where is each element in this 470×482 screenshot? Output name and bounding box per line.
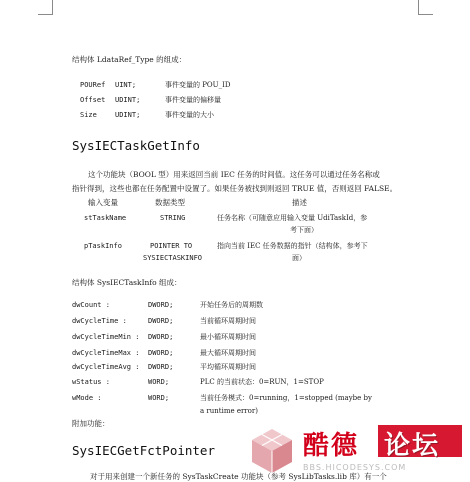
ldata-field-name: Size [80,111,97,119]
table-cell-type: STRING [160,214,186,222]
struct-heading: 结构体 SysIECTaskInfo 组成： [72,278,182,287]
struct-field-desc: PLC 的当前状态：0=RUN，1=STOP [200,378,324,386]
table-cell-desc: 指向当前 IEC 任务数据的指针（结构体，参考下 [217,242,368,250]
ldata-field-type: UDINT; [115,111,141,119]
section-title: SysIECTaskGetInfo [72,138,200,153]
table-cell-var: stTaskName [84,214,127,222]
watermark-forum-box [378,425,462,461]
ldata-field-desc: 事件变量的 POU_ID [165,81,231,89]
struct-field-type: WORD; [148,394,170,402]
struct-field-name: dwCycleTime : [72,317,127,325]
table-cell-type: POINTER TO [150,242,193,250]
watermark-forum: 论坛 [384,431,441,461]
table-header-var: 输入变量 [88,198,118,207]
struct-field-desc: 当前任务模式：0=running，1=stopped (maybe by [200,394,372,402]
struct-field-desc: 平均循环周期时间 [200,363,256,371]
paragraph-line: 这个功能块（BOOL 型）用来返回当前 IEC 任务的时间值。这任务可以通过任务名称或 [88,170,380,179]
struct-field-name: dwCount : [72,301,110,309]
struct-field-type: WORD; [148,378,170,386]
struct-field-name: dwCycleTimeMin : [72,333,140,341]
struct-field-desc: 当前循环周期时间 [200,317,256,325]
struct-field-name: wMode : [72,394,102,402]
struct-field-type: DWORD; [148,349,174,357]
table-header-type: 数据类型 [155,198,185,207]
struct-field-desc-cont: a runtime error) [200,407,258,415]
ldata-struct-heading: 结构体 LdataRef_Type 的组成： [72,55,187,64]
ldata-field-desc: 事件变量的偏移量 [165,96,221,104]
struct-field-name: wStatus : [72,378,110,386]
table-cell-desc: 任务名称（可随意应用输入变量 UdiTaskId，参 [217,214,368,222]
crop-mark-top-left [38,0,53,15]
paragraph-line-partial: 对于用来创建一个新任务的 SysTaskCreate 功能块（参考 SysLibTasks.lib 库）有一个 [90,472,387,481]
struct-field-name: dwCycleTimeMax : [72,349,140,357]
ldata-field-name: Offset [80,96,106,104]
struct-field-type: DWORD; [148,301,174,309]
struct-field-name: dwCycleTimeAvg : [72,363,140,371]
ldata-field-type: UDINT; [115,96,141,104]
struct-field-desc: 最小循环周期时间 [200,333,256,341]
crop-mark-top-right [418,0,433,15]
ldata-field-type: UINT; [115,81,137,89]
table-cell-desc-cont: 考下面） [290,226,318,234]
forum-watermark [248,425,470,480]
table-cell-type-cont: SYSIECTASKINFO [143,254,203,262]
paragraph-line: 指针得到，这些也都在任务配置中设置了。如果任务被找到则返回 TRUE 值，否则返回 FALSE。 [72,184,398,193]
struct-field-desc: 最大循环周期时间 [200,349,256,357]
ldata-field-desc: 事件变量的大小 [165,111,214,119]
table-cell-var: pTaskInfo [84,242,122,250]
struct-field-type: DWORD; [148,363,174,371]
table-header-desc: 描述 [292,198,307,207]
watermark-brand: 酷德 [303,431,360,461]
table-cell-desc-cont: 面） [292,254,306,262]
section-title: SysIECGetFctPointer [72,443,215,458]
cube-logo-icon [248,427,296,475]
ldata-field-name: POURef [80,81,106,89]
watermark-url: BBS.HICODESYS.COM [303,463,407,472]
struct-field-type: DWORD; [148,317,174,325]
extra-label: 附加功能： [72,419,110,428]
struct-field-type: DWORD; [148,333,174,341]
struct-field-desc: 开始任务后的周期数 [200,301,263,309]
